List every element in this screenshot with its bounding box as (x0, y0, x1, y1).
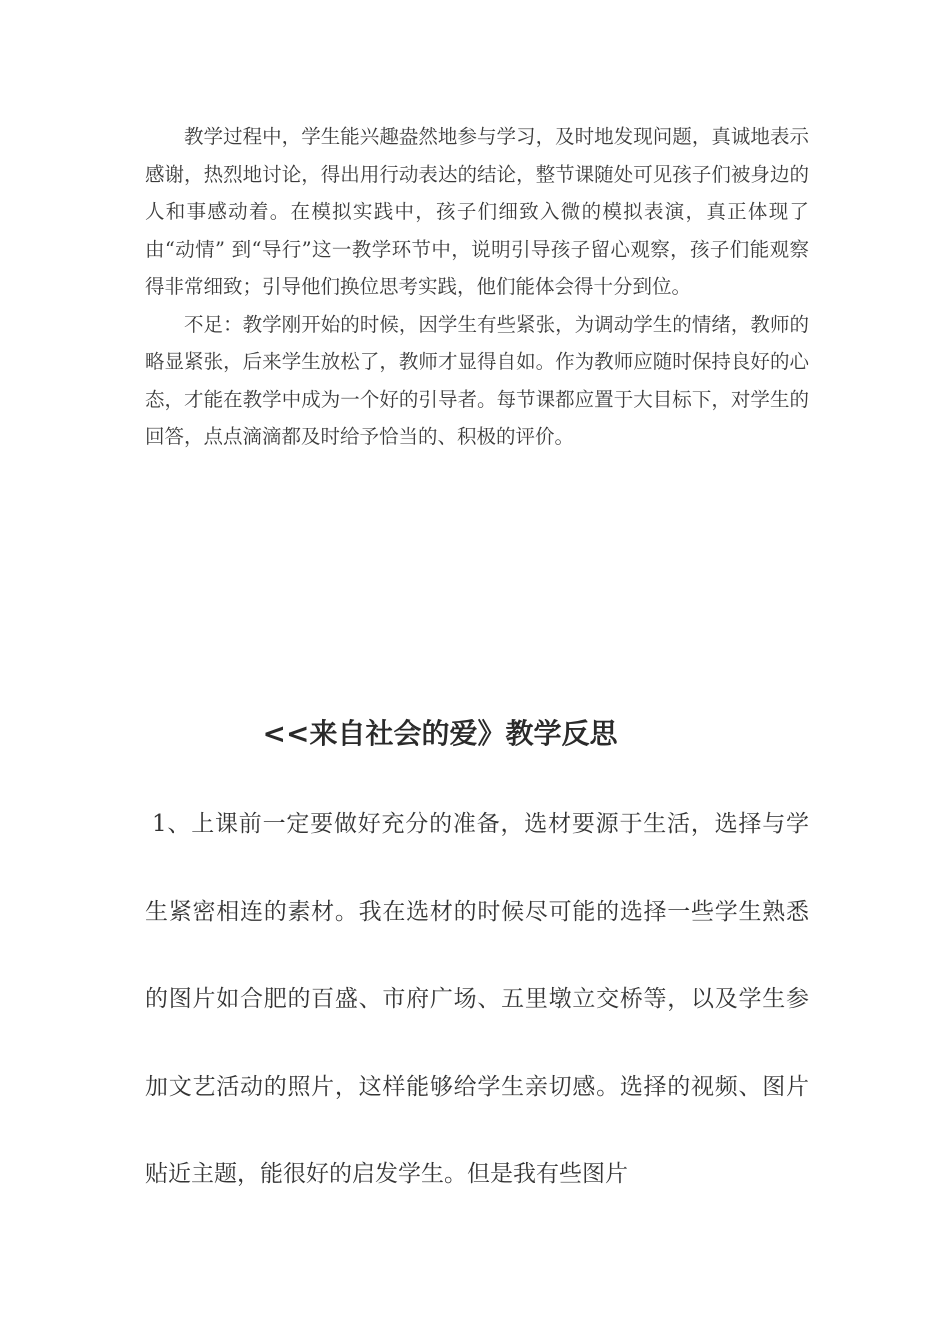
paragraph-preparation-text: 1、上课前一定要做好充分的准备，选材要源于生活，选择与学生紧密相连的素材。我在选材的时候尽可能的选择一些学生熟悉的图片如合肥的百盛、市府广场、五里墩立交桥等，以及学生参加文艺活动的照片，这样能够给学生亲切感。选择的视频、图片贴近主题，能很好的启发学生。但是我有些图片 (145, 811, 809, 1187)
reflection-text-section (145, 118, 809, 456)
reflection-body-section (145, 781, 809, 1219)
paragraph-shortcomings: 不足：教学刚开始的时候，因学生有些紧张，为调动学生的情绪，教师的略显紧张，后来学生放松了，教师才显得自如。作为教师应随时保持良好的心态，才能在教学中成为一个好的引导者。每节课都应置于大目标下，对学生的回答，点点滴滴都及时给予恰当的、积极的评价。 (145, 312, 809, 448)
paragraph-preparation (145, 781, 809, 1219)
paragraph-teaching-process: 教学过程中，学生能兴趣盎然地参与学习，及时地发现问题，真诚地表示感谢，热烈地讨论，得出用行动表达的结论，整节课随处可见孩子们被身边的人和事感动着。在模拟实践中，孩子们细致入微的模拟表演，真正体现了由“动情” 到“导行”这一教学环节中，说明引导孩子留心观察，孩子们能观察得非常细致；引导他们换位思考实践，他们能体会得十分到位。 (145, 125, 809, 298)
document-title: <<来自社会的爱》教学反思 (262, 717, 618, 750)
